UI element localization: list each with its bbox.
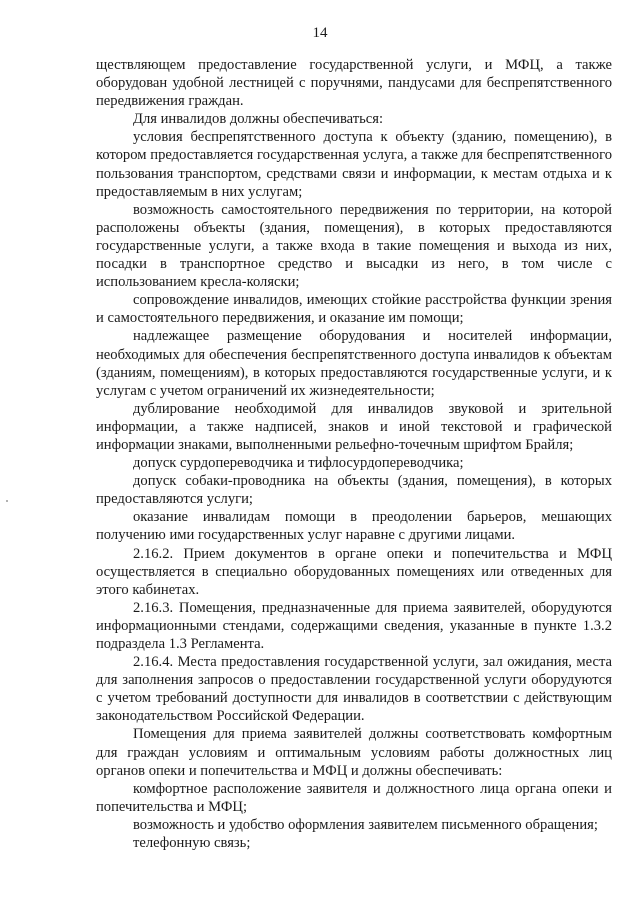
page-number: 14 bbox=[312, 25, 328, 41]
paragraph: 2.16.3. Помещения, предназначенные для приема заявителей, оборудуются информационными стендами, содержащими сведения, указанные в пункте 1.3.2 подраздела 1.3 Регламента. bbox=[96, 599, 612, 652]
paragraph: телефонную связь; bbox=[133, 835, 251, 852]
paragraph: 2.16.4. Места предоставления государственной услуги, зал ожидания, места для заполнения запросов о предоставлении государственной услуги оборудуются с учетом требований доступности для инвалидов в соответствии с действующим законодательством Российской Федерации. bbox=[96, 654, 612, 725]
paragraph: надлежащее размещение оборудования и носителей информации, необходимых для обеспечения беспрепятственного доступа инвалидов к объектам (зданиям, помещениям), в которых предоставляются государственные услуги, и к услугам с учетом ограничений их жизнедеятельности; bbox=[96, 328, 612, 399]
paragraph: допуск собаки-проводника на объекты (здания, помещения), в которых предоставляются услуги; bbox=[96, 473, 612, 508]
paragraph: допуск сурдопереводчика и тифлосурдопереводчика; bbox=[133, 455, 464, 472]
paragraph: условия беспрепятственного доступа к объекту (зданию, помещению), в котором предоставляется государственная услуга, а также для беспрепятственного пользования транспортом, средствами связи и информации, к местам отдыха и к предоставляемым в них услугам; bbox=[96, 129, 612, 200]
scan-speck bbox=[6, 500, 8, 502]
paragraph: возможность самостоятельного передвижения по территории, на которой расположены объекты (здания, помещения), в которых предоставляются государственные услуги, а также входа в такие помещения и выхода из них, посадки в транспортное средство и высадки из него, в том числе с использованием кресла-коляски; bbox=[96, 201, 612, 291]
paragraph: 2.16.2. Прием документов в органе опеки и попечительства и МФЦ осуществляется в специально оборудованных помещениях или отведенных для этого кабинетах. bbox=[96, 545, 612, 598]
paragraph: дублирование необходимой для инвалидов звуковой и зрительной информации, а также надписей, знаков и иной текстовой и графической информации знаками, выполненными рельефно-точечным шрифтом Брайля; bbox=[96, 400, 612, 453]
paragraph: Для инвалидов должны обеспечиваться: bbox=[133, 111, 384, 128]
paragraph: возможность и удобство оформления заявителем письменного обращения; bbox=[133, 816, 598, 833]
paragraph: комфортное расположение заявителя и должностного лица органа опеки и попечительства и МФЦ; bbox=[96, 780, 612, 815]
paragraph-continuation: ществляющем предоставление государственной услуги, и МФЦ, а также оборудован удобной лестницей с поручнями, пандусами для беспрепятственного передвижения граждан. bbox=[96, 57, 612, 110]
paragraph: сопровождение инвалидов, имеющих стойкие расстройства функции зрения и самостоятельного передвижения, и оказание им помощи; bbox=[96, 292, 612, 327]
paragraph: оказание инвалидам помощи в преодолении барьеров, мешающих получению ими государственных услуг наравне с другими лицами. bbox=[96, 509, 612, 544]
paragraph: Помещения для приема заявителей должны соответствовать комфортным для граждан условиям и оптимальным условиям работы должностных лиц органов опеки и попечительства и МФЦ и должны обеспечивать: bbox=[96, 726, 612, 779]
document-body bbox=[96, 56, 612, 852]
